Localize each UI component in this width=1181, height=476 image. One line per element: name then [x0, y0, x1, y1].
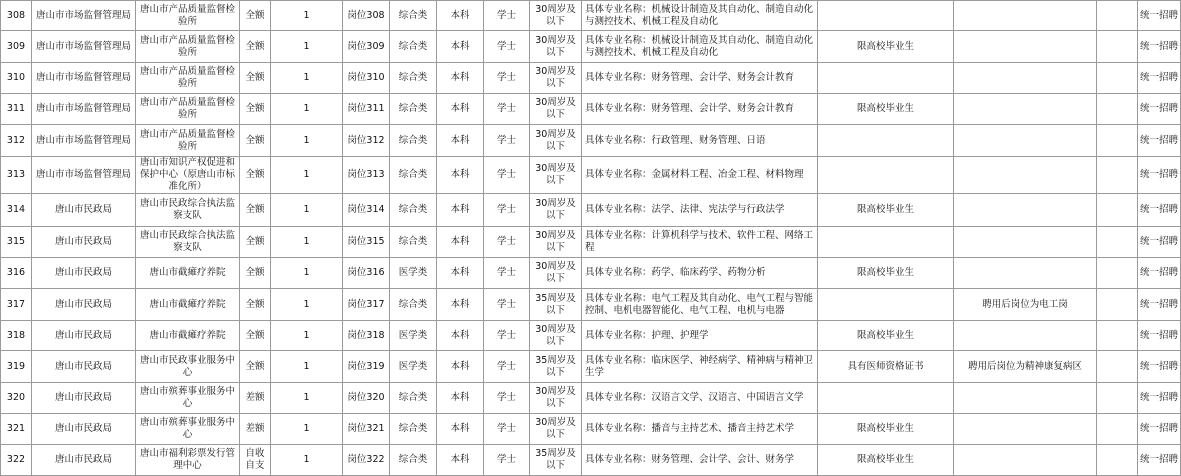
- major-requirement: 具体专业名称：护理、护理学: [582, 321, 818, 351]
- age-limit: 30周岁及以下: [530, 227, 582, 258]
- hire-count: 1: [271, 94, 343, 125]
- table-row: [1, 194, 1181, 227]
- funding-type: 全额: [240, 194, 271, 227]
- age-limit: 35周岁及以下: [530, 289, 582, 321]
- department: 唐山市民政局: [32, 414, 136, 445]
- table-row: [1, 1, 1181, 31]
- post-category: 医学类: [390, 258, 437, 289]
- post-code: 岗位314: [343, 194, 390, 227]
- education: 本科: [437, 125, 484, 157]
- other-requirement: [954, 31, 1097, 63]
- post-code: 岗位317: [343, 289, 390, 321]
- major-requirement: 具体专业名称：财务管理、会计学、财务会计教育: [582, 94, 818, 125]
- degree: 学士: [484, 31, 530, 63]
- row-number: 309: [1, 31, 32, 63]
- source-requirement: [818, 289, 954, 321]
- post-category: 医学类: [390, 321, 437, 351]
- other-requirement: [954, 445, 1097, 476]
- row-number: 316: [1, 258, 32, 289]
- post-category: 综合类: [390, 31, 437, 63]
- funding-type: 全额: [240, 227, 271, 258]
- post-code: 岗位321: [343, 414, 390, 445]
- education: 本科: [437, 194, 484, 227]
- major-requirement: 具体专业名称：药学、临床药学、药物分析: [582, 258, 818, 289]
- other-requirement: [954, 157, 1097, 194]
- funding-type: 全额: [240, 351, 271, 383]
- table-row: [1, 125, 1181, 157]
- row-number: 312: [1, 125, 32, 157]
- post-category: 综合类: [390, 289, 437, 321]
- recruit-method: 统一招聘: [1138, 321, 1181, 351]
- education: 本科: [437, 63, 484, 94]
- department: 唐山市市场监督管理局: [32, 94, 136, 125]
- education: 本科: [437, 31, 484, 63]
- other-requirement: [954, 94, 1097, 125]
- age-limit: 30周岁及以下: [530, 258, 582, 289]
- funding-type: 全额: [240, 289, 271, 321]
- unit-name: 唐山市殡葬事业服务中心: [136, 383, 240, 414]
- hire-count: 1: [271, 289, 343, 321]
- major-requirement: 具体专业名称：财务管理、会计学、财务会计教育: [582, 63, 818, 94]
- hire-count: 1: [271, 227, 343, 258]
- age-limit: 30周岁及以下: [530, 194, 582, 227]
- post-code: 岗位311: [343, 94, 390, 125]
- other-requirement: [954, 383, 1097, 414]
- funding-type: 全额: [240, 125, 271, 157]
- post-code: 岗位308: [343, 1, 390, 31]
- hire-count: 1: [271, 157, 343, 194]
- major-requirement: 具体专业名称：计算机科学与技术、软件工程、网络工程: [582, 227, 818, 258]
- degree: 学士: [484, 227, 530, 258]
- department: 唐山市民政局: [32, 445, 136, 476]
- degree: 学士: [484, 157, 530, 194]
- education: 本科: [437, 258, 484, 289]
- unit-name: 唐山市民政综合执法监察支队: [136, 227, 240, 258]
- row-number: 318: [1, 321, 32, 351]
- education: 本科: [437, 383, 484, 414]
- degree: 学士: [484, 94, 530, 125]
- table-row: [1, 383, 1181, 414]
- other-requirement: [954, 321, 1097, 351]
- degree: 学士: [484, 125, 530, 157]
- hire-count: 1: [271, 125, 343, 157]
- age-limit: 30周岁及以下: [530, 157, 582, 194]
- unit-name: 唐山市截瘫疗养院: [136, 321, 240, 351]
- unit-name: 唐山市民政综合执法监察支队: [136, 194, 240, 227]
- funding-type: 差额: [240, 414, 271, 445]
- age-limit: 30周岁及以下: [530, 1, 582, 31]
- education: 本科: [437, 1, 484, 31]
- unit-name: 唐山市产品质量监督检验所: [136, 1, 240, 31]
- unit-name: 唐山市民政事业服务中心: [136, 351, 240, 383]
- table-body: [1, 1, 1181, 476]
- major-requirement: 具体专业名称：机械设计制造及其自动化、制造自动化与测控技术、机械工程及自动化: [582, 1, 818, 31]
- unit-name: 唐山市知识产权促进和保护中心（原唐山市标准化所）: [136, 157, 240, 194]
- age-limit: 30周岁及以下: [530, 125, 582, 157]
- unit-name: 唐山市截瘫疗养院: [136, 258, 240, 289]
- unit-name: 唐山市福利彩票发行管理中心: [136, 445, 240, 476]
- degree: 学士: [484, 289, 530, 321]
- degree: 学士: [484, 194, 530, 227]
- post-category: 综合类: [390, 94, 437, 125]
- table-row: [1, 321, 1181, 351]
- source-requirement: 限高校毕业生: [818, 194, 954, 227]
- post-category: 综合类: [390, 414, 437, 445]
- post-code: 岗位313: [343, 157, 390, 194]
- education: 本科: [437, 414, 484, 445]
- hire-count: 1: [271, 383, 343, 414]
- major-requirement: 具体专业名称：行政管理、财务管理、日语: [582, 125, 818, 157]
- row-number: 319: [1, 351, 32, 383]
- major-requirement: 具体专业名称：财务管理、会计学、会计、财务学: [582, 445, 818, 476]
- table-row: [1, 351, 1181, 383]
- hire-count: 1: [271, 258, 343, 289]
- source-requirement: [818, 63, 954, 94]
- recruit-method: 统一招聘: [1138, 31, 1181, 63]
- hire-count: 1: [271, 194, 343, 227]
- age-limit: 30周岁及以下: [530, 94, 582, 125]
- table-row: [1, 289, 1181, 321]
- unit-name: 唐山市产品质量监督检验所: [136, 63, 240, 94]
- hire-count: 1: [271, 445, 343, 476]
- department: 唐山市市场监督管理局: [32, 31, 136, 63]
- other-requirement: [954, 258, 1097, 289]
- recruit-method: 统一招聘: [1138, 258, 1181, 289]
- post-code: 岗位322: [343, 445, 390, 476]
- recruit-method: 统一招聘: [1138, 194, 1181, 227]
- other-requirement: [954, 227, 1097, 258]
- department: 唐山市民政局: [32, 227, 136, 258]
- recruit-method: 统一招聘: [1138, 125, 1181, 157]
- recruit-method: 统一招聘: [1138, 289, 1181, 321]
- education: 本科: [437, 445, 484, 476]
- department: 唐山市市场监督管理局: [32, 125, 136, 157]
- recruit-method: 统一招聘: [1138, 63, 1181, 94]
- blank-cell: [1097, 157, 1138, 194]
- table-row: [1, 31, 1181, 63]
- blank-cell: [1097, 94, 1138, 125]
- source-requirement: 限高校毕业生: [818, 414, 954, 445]
- major-requirement: 具体专业名称：机械设计制造及其自动化、制造自动化与测控技术、机械工程及自动化: [582, 31, 818, 63]
- post-category: 综合类: [390, 227, 437, 258]
- major-requirement: 具体专业名称：金属材料工程、冶金工程、材料物理: [582, 157, 818, 194]
- education: 本科: [437, 351, 484, 383]
- post-category: 医学类: [390, 351, 437, 383]
- post-code: 岗位312: [343, 125, 390, 157]
- major-requirement: 具体专业名称：电气工程及其自动化、电气工程与智能控制、电机电器智能化、电气工程、电机与电器: [582, 289, 818, 321]
- unit-name: 唐山市截瘫疗养院: [136, 289, 240, 321]
- table-row: [1, 258, 1181, 289]
- blank-cell: [1097, 63, 1138, 94]
- major-requirement: 具体专业名称：汉语言文学、汉语言、中国语言文学: [582, 383, 818, 414]
- table-row: [1, 227, 1181, 258]
- unit-name: 唐山市产品质量监督检验所: [136, 94, 240, 125]
- table-row: [1, 157, 1181, 194]
- post-code: 岗位320: [343, 383, 390, 414]
- degree: 学士: [484, 383, 530, 414]
- table-row: [1, 445, 1181, 476]
- post-code: 岗位316: [343, 258, 390, 289]
- major-requirement: 具体专业名称：法学、法律、宪法学与行政法学: [582, 194, 818, 227]
- funding-type: 自收自支: [240, 445, 271, 476]
- degree: 学士: [484, 258, 530, 289]
- post-category: 综合类: [390, 125, 437, 157]
- blank-cell: [1097, 445, 1138, 476]
- recruit-method: 统一招聘: [1138, 383, 1181, 414]
- department: 唐山市民政局: [32, 258, 136, 289]
- blank-cell: [1097, 351, 1138, 383]
- recruit-method: 统一招聘: [1138, 157, 1181, 194]
- funding-type: 全额: [240, 157, 271, 194]
- source-requirement: 限高校毕业生: [818, 321, 954, 351]
- post-code: 岗位319: [343, 351, 390, 383]
- department: 唐山市市场监督管理局: [32, 63, 136, 94]
- blank-cell: [1097, 258, 1138, 289]
- post-code: 岗位315: [343, 227, 390, 258]
- row-number: 313: [1, 157, 32, 194]
- recruit-method: 统一招聘: [1138, 445, 1181, 476]
- degree: 学士: [484, 321, 530, 351]
- hire-count: 1: [271, 31, 343, 63]
- source-requirement: [818, 157, 954, 194]
- post-category: 综合类: [390, 445, 437, 476]
- education: 本科: [437, 321, 484, 351]
- blank-cell: [1097, 289, 1138, 321]
- other-requirement: [954, 194, 1097, 227]
- source-requirement: [818, 125, 954, 157]
- recruit-method: 统一招聘: [1138, 414, 1181, 445]
- table-row: [1, 94, 1181, 125]
- post-category: 综合类: [390, 383, 437, 414]
- age-limit: 30周岁及以下: [530, 63, 582, 94]
- post-category: 综合类: [390, 157, 437, 194]
- age-limit: 35周岁及以下: [530, 445, 582, 476]
- row-number: 320: [1, 383, 32, 414]
- post-code: 岗位318: [343, 321, 390, 351]
- funding-type: 全额: [240, 31, 271, 63]
- row-number: 314: [1, 194, 32, 227]
- funding-type: 差额: [240, 383, 271, 414]
- blank-cell: [1097, 31, 1138, 63]
- hire-count: 1: [271, 351, 343, 383]
- degree: 学士: [484, 445, 530, 476]
- source-requirement: [818, 383, 954, 414]
- recruit-method: 统一招聘: [1138, 351, 1181, 383]
- age-limit: 30周岁及以下: [530, 414, 582, 445]
- department: 唐山市民政局: [32, 289, 136, 321]
- hire-count: 1: [271, 1, 343, 31]
- age-limit: 30周岁及以下: [530, 31, 582, 63]
- age-limit: 35周岁及以下: [530, 351, 582, 383]
- major-requirement: 具体专业名称：临床医学、神经病学、精神病与精神卫生学: [582, 351, 818, 383]
- funding-type: 全额: [240, 94, 271, 125]
- table-row: [1, 414, 1181, 445]
- funding-type: 全额: [240, 258, 271, 289]
- row-number: 311: [1, 94, 32, 125]
- post-category: 综合类: [390, 194, 437, 227]
- education: 本科: [437, 289, 484, 321]
- other-requirement: 聘用后岗位为电工岗: [954, 289, 1097, 321]
- other-requirement: [954, 1, 1097, 31]
- department: 唐山市民政局: [32, 383, 136, 414]
- education: 本科: [437, 157, 484, 194]
- post-category: 综合类: [390, 1, 437, 31]
- table-row: [1, 63, 1181, 94]
- row-number: 321: [1, 414, 32, 445]
- major-requirement: 具体专业名称：播音与主持艺术、播音主持艺术学: [582, 414, 818, 445]
- row-number: 315: [1, 227, 32, 258]
- unit-name: 唐山市产品质量监督检验所: [136, 31, 240, 63]
- recruit-method: 统一招聘: [1138, 94, 1181, 125]
- post-category: 综合类: [390, 63, 437, 94]
- source-requirement: 限高校毕业生: [818, 258, 954, 289]
- degree: 学士: [484, 63, 530, 94]
- blank-cell: [1097, 383, 1138, 414]
- unit-name: 唐山市产品质量监督检验所: [136, 125, 240, 157]
- unit-name: 唐山市殡葬事业服务中心: [136, 414, 240, 445]
- source-requirement: 具有医师资格证书: [818, 351, 954, 383]
- post-code: 岗位310: [343, 63, 390, 94]
- age-limit: 30周岁及以下: [530, 321, 582, 351]
- other-requirement: [954, 63, 1097, 94]
- source-requirement: 限高校毕业生: [818, 94, 954, 125]
- degree: 学士: [484, 414, 530, 445]
- hire-count: 1: [271, 414, 343, 445]
- blank-cell: [1097, 414, 1138, 445]
- other-requirement: [954, 414, 1097, 445]
- hire-count: 1: [271, 321, 343, 351]
- source-requirement: [818, 1, 954, 31]
- source-requirement: 限高校毕业生: [818, 31, 954, 63]
- funding-type: 全额: [240, 63, 271, 94]
- funding-type: 全额: [240, 321, 271, 351]
- education: 本科: [437, 227, 484, 258]
- post-code: 岗位309: [343, 31, 390, 63]
- degree: 学士: [484, 351, 530, 383]
- other-requirement: [954, 125, 1097, 157]
- row-number: 310: [1, 63, 32, 94]
- education: 本科: [437, 94, 484, 125]
- source-requirement: 限高校毕业生: [818, 445, 954, 476]
- degree: 学士: [484, 1, 530, 31]
- other-requirement: 聘用后岗位为精神康复病区: [954, 351, 1097, 383]
- blank-cell: [1097, 194, 1138, 227]
- department: 唐山市市场监督管理局: [32, 157, 136, 194]
- row-number: 317: [1, 289, 32, 321]
- department: 唐山市民政局: [32, 351, 136, 383]
- department: 唐山市民政局: [32, 321, 136, 351]
- department: 唐山市市场监督管理局: [32, 1, 136, 31]
- row-number: 322: [1, 445, 32, 476]
- blank-cell: [1097, 321, 1138, 351]
- age-limit: 30周岁及以下: [530, 383, 582, 414]
- blank-cell: [1097, 125, 1138, 157]
- department: 唐山市民政局: [32, 194, 136, 227]
- funding-type: 全额: [240, 1, 271, 31]
- hire-count: 1: [271, 63, 343, 94]
- recruit-method: 统一招聘: [1138, 227, 1181, 258]
- blank-cell: [1097, 1, 1138, 31]
- recruit-method: 统一招聘: [1138, 1, 1181, 31]
- row-number: 308: [1, 1, 32, 31]
- source-requirement: [818, 227, 954, 258]
- blank-cell: [1097, 227, 1138, 258]
